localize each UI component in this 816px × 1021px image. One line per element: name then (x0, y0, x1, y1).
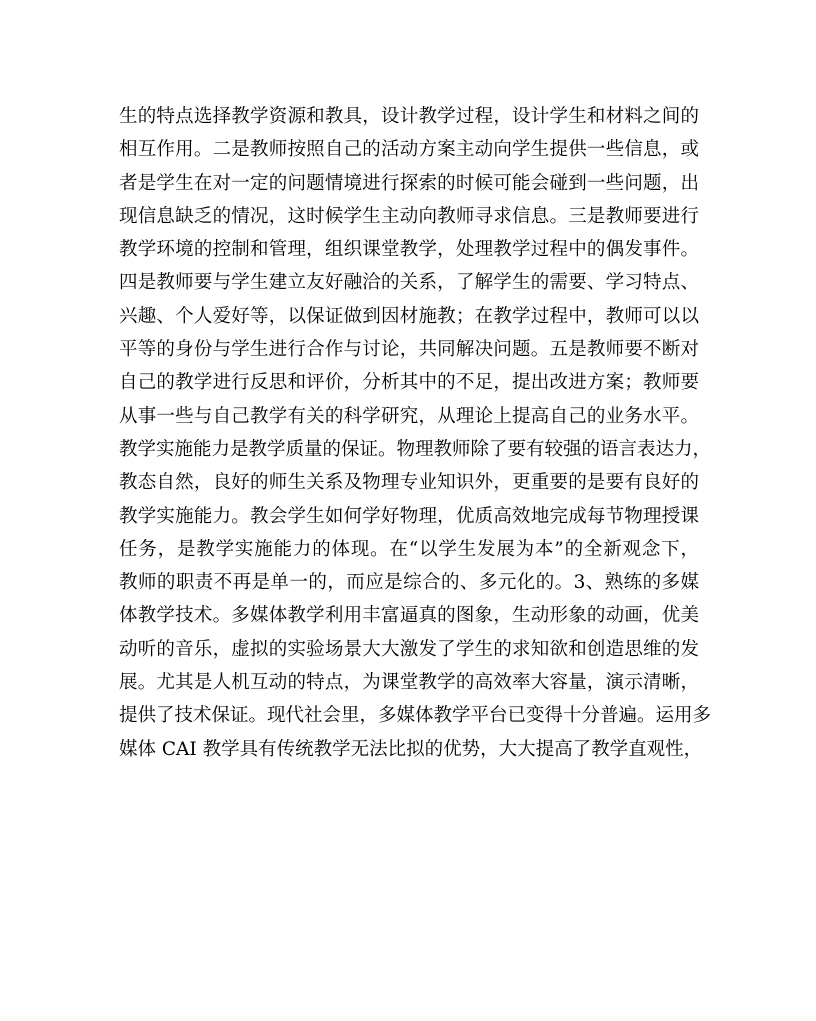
text-line: 提供了技术保证。现代社会里，多媒体教学平台已变得十分普遍。运用多 (119, 705, 712, 727)
text-line: 体教学技术。多媒体教学利用丰富逼真的图象，生动形象的动画，优美 (119, 605, 699, 627)
text-line: 相互作用。二是教师按照自己的活动方案主动向学生提供一些信息，或 (119, 139, 699, 161)
text-line: 生的特点选择教学资源和教具，设计教学过程，设计学生和材料之间的 (119, 106, 699, 127)
text-line: 从事一些与自己教学有关的科学研究，从理论上提高自己的业务水平。 (119, 405, 699, 427)
body-text (119, 100, 712, 766)
text-line: 现信息缺乏的情况，这时候学生主动向教师寻求信息。三是教师要进行 (119, 205, 699, 227)
text-line: 媒体 CAI 教学具有传统教学无法比拟的优势，大大提高了教学直观性， (119, 738, 703, 760)
text-line: 教态自然，良好的师生关系及物理专业知识外，更重要的是要有良好的 (119, 472, 699, 494)
text-line: 教学环境的控制和管理，组织课堂教学，处理教学过程中的偶发事件。 (119, 239, 699, 261)
text-line: 平等的身份与学生进行合作与讨论，共同解决问题。五是教师要不断对 (119, 339, 699, 361)
text-line: 展。尤其是人机互动的特点，为课堂教学的高效率大容量，演示清晰， (119, 672, 699, 694)
text-line: 教学实施能力。教会学生如何学好物理，优质高效地完成每节物理授课 (119, 505, 699, 527)
text-line: 教师的职责不再是单一的，而应是综合的、多元化的。3、熟练的多媒 (119, 572, 699, 594)
text-line: 动听的音乐，虚拟的实验场景大大激发了学生的求知欲和创造思维的发 (119, 638, 699, 660)
text-line: 者是学生在对一定的问题情境进行探索的时候可能会碰到一些问题，出 (119, 172, 699, 194)
text-line: 自己的教学进行反思和评价，分析其中的不足，提出改进方案；教师要 (119, 372, 699, 394)
text-line: 四是教师要与学生建立友好融洽的关系，了解学生的需要、学习特点、 (119, 272, 699, 294)
text-line: 教学实施能力是教学质量的保证。物理教师除了要有较强的语言表达力， (119, 438, 712, 460)
text-line: 任务，是教学实施能力的体现。在“以学生发展为本”的全新观念下， (119, 538, 699, 560)
text-line: 兴趣、个人爱好等，以保证做到因材施教；在教学过程中，教师可以以 (119, 305, 699, 327)
